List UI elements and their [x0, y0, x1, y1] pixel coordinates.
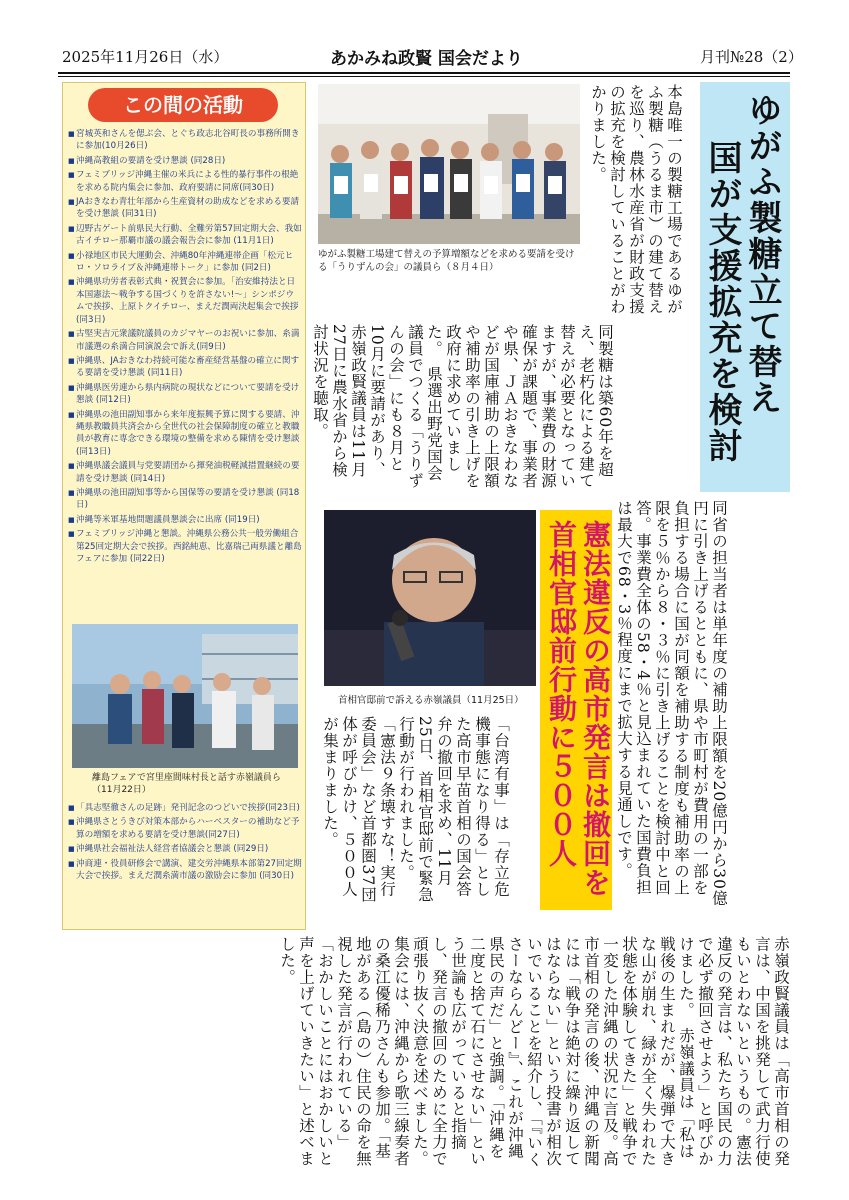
activity-item: ■ 沖縄県議会議員与党要請団から揮発油税軽減措置継続の要請を受け懇談 (同14日): [68, 460, 302, 485]
article-body: 赤嶺政賢議員は「高市首相の発言は、中国を挑発して武力行使もいとわないというもの。憲法違反の発言は、私たち国民の力で必ず撤回させよう」と呼びかけました。 赤嶺議員は「私は戦後の生まれだが、爆弾で大きな山が崩れ、緑が全く失われた状態を体験してきた」と戦争で一変した沖縄の状況に言及。高市首相の発言の後、沖縄の新聞には「戦争は絶対に繰り返してはならない」という投書が相次いでいることを紹介し、「『いくさーならんどー』、これが沖縄県民の声だ」と強調。「沖縄を二度と捨て石にさせない」という世論も広がっていると指摘し、発言の撤回のために全力で頑張り抜く決意を述べました。 集会には、沖縄から歌三線奏者の桑江優稀乃さんも参加。「基地がある（島の）住民の命を無視した発言が行われている」「おかしいことにはおかしいと声を上げていきたい」と述べました。: [278, 936, 790, 1176]
newsletter-title: あかみね政賢 国会だより: [330, 49, 523, 69]
issue-number: 月刊№28（2）: [700, 48, 803, 66]
article-subheadline: 首相官邸前行動に５００人: [545, 520, 578, 868]
article-subheadline: 国が支援拡充を検討: [702, 140, 742, 464]
activity-item: ■ フェミブリッジ沖縄と懇談。沖縄県公務公共一般労働組合第25回定期大会で挨拶。西銘純恵、比嘉瑞己両県議と離島フェアに参加 (同22日): [68, 528, 302, 565]
activity-item: ■ 沖縄県の池田副知事等から国保等の要請を受け懇談 (同18日): [68, 487, 302, 512]
activity-item: ■ 沖縄県医労連から県内病院の現状などについて要請を受け懇談 (同12日): [68, 382, 302, 407]
activity-item: ■ JAおきなわ青壮年部から生産資材の助成などを求める要請を受け懇談 (同31日): [68, 196, 302, 221]
sidebar-title: この間の活動: [88, 88, 278, 122]
article-body: 「台湾有事」は「存立危機事態になり得る」とした高市早苗首相の国会答弁の撤回を求め、11月25日、首相官邸前で緊急行動が行われました。「憲法９条壊すな！実行委員会」など首都圏37団体が呼びかけ、５００人が集まりました。: [321, 716, 510, 903]
activity-list-continued: [68, 802, 302, 884]
article-body: 同省の担当者は単年度の補助上限額を20億円から30億円に引き上げるとともに、県や市町村が費用の一部を負担する場合に国が同額を補助する制度も補助率の上限を５％から８・３％に引き上げることを検討中と回答。事業費全体の58・4％と見込まれていた国費負担は最大で68・3％程度にまで拡大する見通しです。: [615, 500, 728, 907]
activity-item: ■ 小禄地区市民大運動会、沖縄80年沖縄連帯企画「松元ヒロ・ソロライブ＆沖縄連帯トーク」に参加 (同2日): [68, 250, 302, 275]
activity-item: ■ 「具志堅徹さんの足跡」発刊記念のつどいで挨拶(同23日): [68, 802, 302, 814]
header-divider: [58, 72, 790, 74]
header-divider-thin: [58, 76, 790, 77]
activity-list: [68, 128, 302, 567]
photo-caption: 首相官邸前で訴える赤嶺議員（11月25日）: [338, 695, 524, 706]
activity-item: ■ 沖縄等米軍基地問題議員懇談会に出席 (同19日): [68, 514, 302, 526]
activity-item: ■ 沖縄県、JAおきなわ持続可能な畜産経営基盤の確立に関する要請を受け懇談 (同11日): [68, 355, 302, 380]
activity-item: ■ フェミブリッジ沖縄主催の米兵による性的暴行事件の根絶を求める院内集会に参加、政府要請に同席(同30日): [68, 169, 302, 194]
activity-item: ■ 沖縄県の池田副知事から来年度振興予算に関する要請、沖縄県教職員共済会から全世代の社会保障制度の確立と教職員が教育に専念できる環境の整備を求める陳情を受け懇談 (同13日): [68, 409, 302, 459]
article-headline: 憲法違反の高市発言は撤回を: [579, 520, 612, 897]
activity-item: ■ 沖商連・役員研修会で講演、建交労沖縄県本部第27回定期大会で挨拶。まえだ潤糸満市議の激励会に参加 (同30日): [68, 858, 302, 883]
article-body: 本島唯一の製糖工場であるゆがふ製糖（うるま市）の建て替えを巡り、農林水産省が財政支援の拡充を検討していることがわかりました。: [589, 84, 683, 315]
island-fair-photo: [72, 624, 298, 768]
activity-item: ■ 沖縄県社会福祉法人経営者協議会と懇談 (同29日): [68, 843, 302, 855]
article-body: 同製糖は築60年を超え、老朽化による建て替えが必要となっていますが、事業費の財源確保が課題で、事業者や県、ＪＡおきなわなどが国庫補助の上限額や補助率の引き上げを政府に求めていました。 県選出野党国会議員でつくる「うりずんの会」にも８月と10月に要請があり、赤嶺政賢議員は11月27日に農水省から検討状況を聴取。: [311, 324, 614, 489]
activity-item: ■ 沖縄高教組の要請を受け懇談 (同28日): [68, 155, 302, 167]
activity-item: ■ 古堅実吉元衆議院議員のカジマヤーのお祝いに参加、糸満市議選の糸満合同演説会で訴え(同9日): [68, 328, 302, 353]
sidebar-photo-caption: 離島フェアで宮里座間味村長と話す赤嶺議員ら（11月22日）: [92, 773, 281, 795]
activity-item: ■ 沖縄県さとうきび対策本部からハーベスターの補助など予算の増額を求める要請を受け懇談(同27日): [68, 816, 302, 841]
photo-caption: ゆがふ製糖工場建て替えの予算増額などを求める要請を受ける「うりずんの会」の議員ら（８月４日）: [318, 249, 575, 273]
article-headline: ゆがふ製糖立て替え: [742, 92, 782, 416]
sugar-factory-petition-photo: [318, 84, 580, 244]
speech-photo: [324, 510, 536, 686]
activity-item: ■ 宮城英和さんを偲ぶ会、とぐち政志北谷町長の事務所開きに参加(10月26日): [68, 128, 302, 153]
activity-item: ■ 沖縄県功労者表彰式典・祝賀会に参加。「治安維持法と日本国憲法〜戦争する国づくりを許さない!〜」シンポジウムで挨拶、上原トクイチロー、まえだ潤両決起集会で挨拶 (同3日): [68, 276, 302, 326]
issue-date: 2025年11月26日（水）: [62, 48, 229, 66]
activity-item: ■ 辺野古ゲート前県民大行動、全難労第57回定期大会、我如古イチロー那覇市議の議会報告会に参加 (11月1日): [68, 223, 302, 248]
